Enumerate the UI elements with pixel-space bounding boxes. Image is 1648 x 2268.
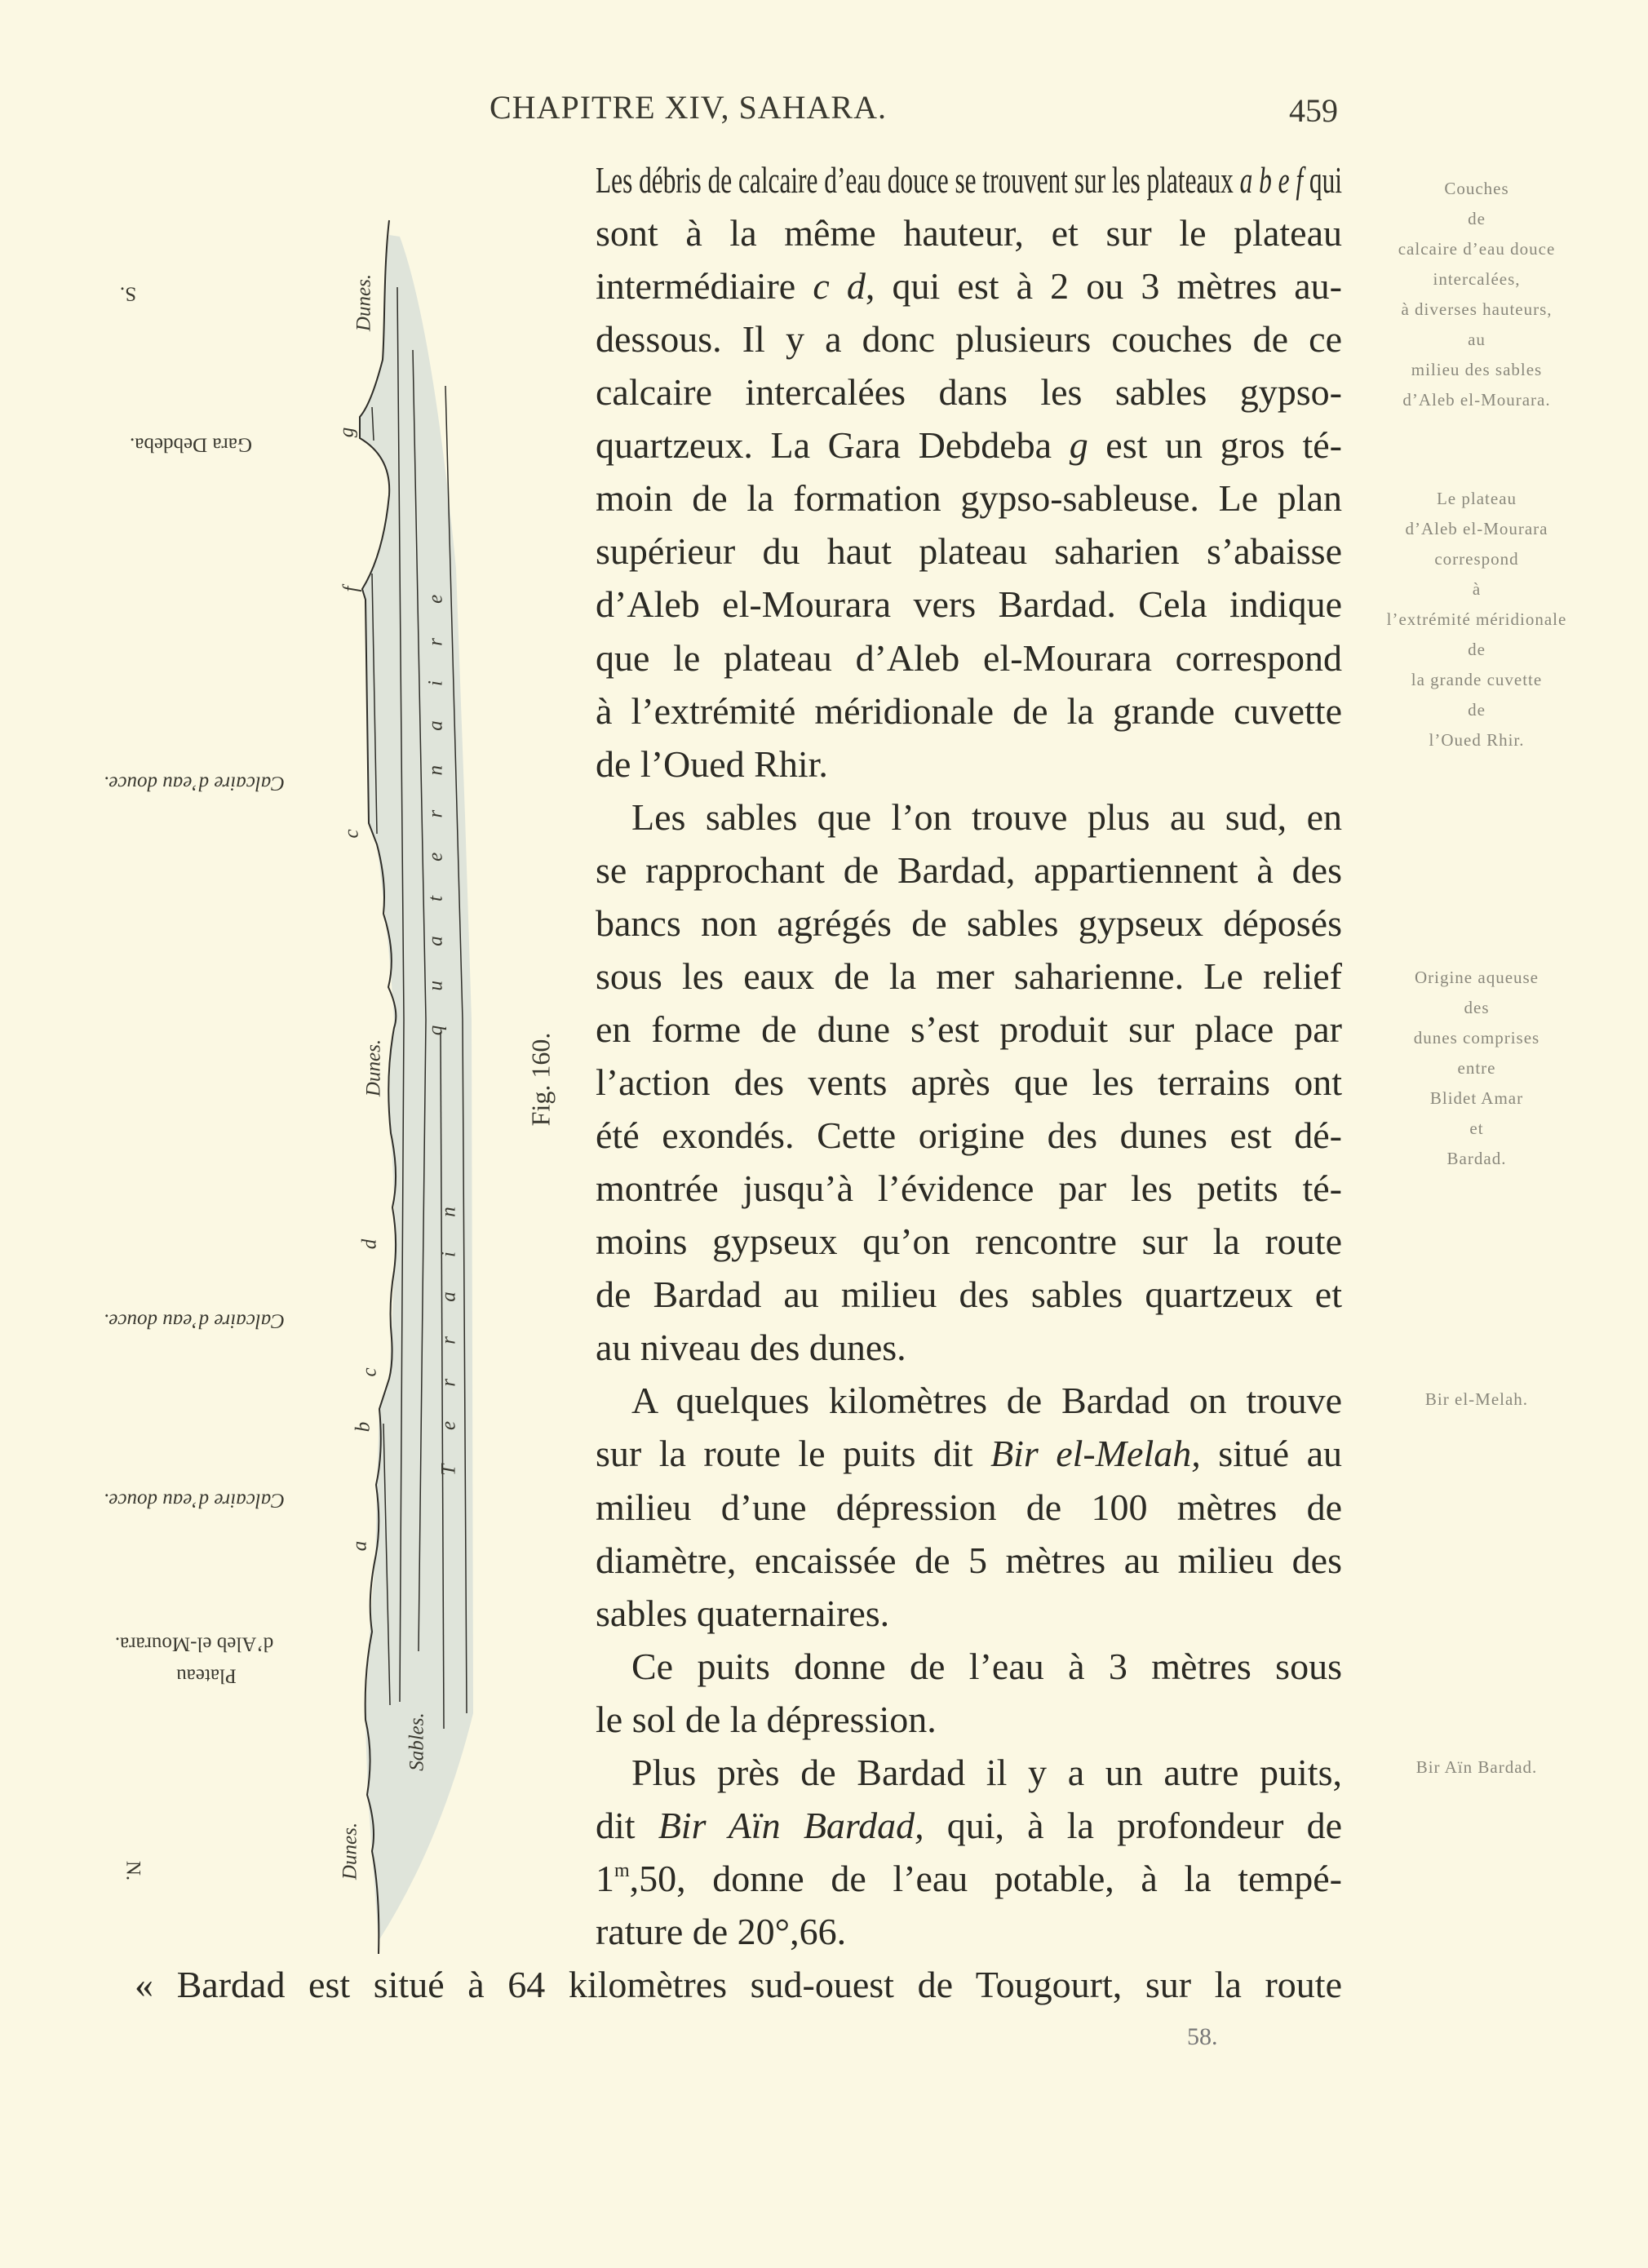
text-segment: calcaire intercalées dans les sables gypso- [596,371,1342,414]
text-line [596,1481,1342,1534]
margin-note-line: des [1464,998,1490,1017]
label-dunes-1: Dunes. [352,273,375,332]
text-segment: qui, à la profondeur de [924,1804,1342,1846]
page-number: 459 [1289,92,1338,129]
point-b: b [352,1421,374,1433]
margin-note [1379,484,1575,755]
margin-note-line: Origine aqueuse [1414,968,1539,987]
text-segment: de Bardad au milieu des sables quartzeux et [596,1274,1342,1316]
text-segment: situé au [1200,1433,1342,1475]
text-segment: bancs non agrégés de sables gypseux déposés [596,901,1342,944]
label-terrain: T e r r a i n [437,1192,460,1476]
margin-note [1379,174,1575,415]
figure-caption: Fig. 160. [525,1032,556,1127]
text-segment: quartzeux. La Gara Debdeba [596,424,1070,467]
margin-note [1379,1752,1575,1783]
label-dunes-3: Dunes. [339,1822,361,1880]
text-segment: de l’Oued Rhir. [596,742,828,785]
text-line [596,365,1342,419]
text-segment: sous les eaux de la mer saharienne. Le relief [596,955,1342,997]
text-line [596,1003,1342,1056]
margin-note-line: et [1469,1118,1484,1138]
margin-note-line: de [1468,209,1486,228]
text-line [596,1427,1342,1480]
text-segment: A quelques kilomètres de Bardad on trouve [631,1380,1342,1422]
text-line [596,419,1342,472]
margin-note-line: de [1468,640,1486,659]
text-line [596,1799,1342,1852]
margin-note-line: milieu des sables [1411,360,1543,379]
text-segment: sables quaternaires. [596,1592,890,1634]
margin-note-line: au [1468,330,1486,349]
text-segment: au niveau des dunes. [596,1327,906,1369]
text-segment: Ce puits donne de l’eau à 3 mètres sous [631,1645,1342,1687]
point-a: a [348,1540,371,1552]
text-line [596,1693,1342,1746]
margin-note-line: Le plateau [1436,489,1517,508]
label-calcaire-1: Calcaire d’eau douce. [104,772,285,795]
label-plateau: Plateau [176,1664,237,1687]
text-segment: intermédiaire [596,265,813,308]
text-line [596,206,1342,259]
label-dunes-2: Dunes. [362,1039,385,1097]
label-sables: Sables. [405,1712,428,1771]
text-segment: sont à la même hauteur, et sur le plateau [596,212,1342,255]
signature-mark: 58. [1187,2023,1218,2050]
text-segment: m [614,1859,630,1881]
text-line [596,153,1342,206]
text-line [596,1109,1342,1162]
point-f: f [339,586,362,592]
text-segment: le sol de la dépression. [596,1698,937,1740]
text-segment: Les sables que l’on trouve plus au sud, en [631,795,1342,838]
text-line [596,950,1342,1003]
margin-note-line: à diverses hauteurs, [1401,299,1553,319]
text-line [596,1905,1342,1958]
text-segment: été exondés. Cette origine des dunes est dé- [596,1114,1342,1157]
italic-text: a b e f [1239,159,1304,201]
margin-note-line: de [1468,700,1486,720]
margin-note-line: Blidet Amar [1429,1088,1524,1108]
text-segment: , qui est à 2 ou 3 mètres au- [865,265,1342,308]
text-line [596,1587,1342,1640]
point-g: g [335,427,358,438]
text-segment: que le plateau d’Aleb el-Mourara correspond [596,636,1342,679]
text-segment: Plus près de Bardad il y a un autre puits, [631,1751,1342,1793]
point-c-lower: c [358,1367,381,1377]
text-line [596,1162,1342,1215]
text-line [631,1374,1342,1427]
text-segment: moins gypseux qu’on rencontre sur la route [596,1220,1342,1263]
text-line [596,844,1342,897]
margin-note-line: Bir el-Melah. [1424,1389,1529,1409]
text-line [596,897,1342,950]
text-segment: l’action des vents après que les terrains ont [596,1061,1342,1104]
text-segment: en forme de dune s’est produit sur place par [596,1008,1342,1050]
text-segment: moin de la formation gypso-sableuse. Le plan [596,477,1342,520]
margin-note-line: d’Aleb el-Mourara [1405,519,1548,538]
margin-note-line: intercalées, [1433,269,1521,289]
margin-note-line: Bardad. [1446,1149,1507,1168]
text-line [596,1268,1342,1321]
margin-note-line: correspond [1434,549,1519,569]
margin-note-line: Couches [1444,179,1509,198]
text-line [631,1746,1342,1799]
margin-note [1379,963,1575,1174]
text-line [596,631,1342,684]
label-calcaire-2: Calcaire d’eau douce. [104,1309,285,1332]
text-segment: 1 [596,1857,614,1899]
text-segment: montrée jusqu’à l’évidence par les petits té- [596,1167,1342,1210]
text-line [631,1640,1342,1693]
label-south: S. [119,282,137,305]
running-header-title: CHAPITRE XIV, SAHARA. [490,89,887,126]
text-line [596,1534,1342,1587]
text-line [596,259,1342,312]
margin-note-line: entre [1457,1058,1496,1078]
text-line [596,472,1342,525]
text-segment: se rapprochant de Bardad, appartiennent à des [596,848,1342,891]
margin-note-line: la grande cuvette [1411,670,1543,689]
margin-note-line: d’Aleb el-Mourara. [1402,390,1551,410]
text-line [596,578,1342,631]
point-c-upper: c [340,829,363,839]
text-line [596,738,1342,791]
italic-text: c d [813,265,866,308]
text-line [596,525,1342,578]
margin-note-line: l’extrémité méridionale [1386,609,1567,629]
label-quaternaire: q u a t e r n a i r e [424,579,447,1036]
margin-note-line: calcaire d’eau douce [1398,239,1556,259]
margin-note [1379,1384,1575,1415]
italic-text: g [1069,424,1088,467]
margin-note-line: à [1472,579,1482,599]
text-segment: Les débris de calcaire d’eau douce se trouvent sur les plateaux [596,159,1240,201]
text-segment: dessous. Il y a donc plusieurs couches de ce [596,318,1342,361]
text-line [596,684,1342,738]
text-line [596,1852,1342,1905]
italic-text: Bir el-Melah, [990,1433,1201,1475]
text-segment: diamètre, encaissée de 5 mètres au milieu des [596,1539,1342,1581]
figure-160-geological-section [0,0,587,1999]
text-line [596,1321,1342,1374]
label-north: N. [122,1860,144,1881]
text-segment: est un gros té- [1088,424,1342,467]
text-segment: milieu d’une dépression de 100 mètres de [596,1486,1342,1528]
text-line [596,1215,1342,1268]
text-segment: rature de 20°,66. [596,1910,847,1952]
text-segment: « Bardad est situé à 64 kilomètres sud-ouest de Tougourt, sur la route [135,1964,1342,2006]
text-segment: ,50, donne de l’eau potable, à la tempé- [629,1857,1342,1899]
text-segment: dit [596,1804,658,1846]
text-line [596,1056,1342,1109]
text-segment: sur la route le puits dit [596,1433,990,1475]
text-line [631,791,1342,844]
text-segment: qui [1303,159,1342,201]
margin-note-line: l’Oued Rhir. [1429,730,1525,750]
italic-text: Bir Aïn Bardad, [658,1804,924,1846]
margin-note-line: dunes comprises [1413,1028,1540,1048]
label-calcaire-3: Calcaire d’eau douce. [104,1489,285,1512]
text-line [596,312,1342,365]
text-segment: à l’extrémité méridionale de la grande cuvette [596,689,1342,732]
margin-note-line: Bir Aïn Bardad. [1415,1757,1538,1777]
label-gara-debdeba: Gara Debdeba. [130,433,252,456]
text-segment: d’Aleb el-Mourara vers Bardad. Cela indique [596,583,1342,626]
point-d: d [358,1238,381,1250]
text-segment: supérieur du haut plateau saharien s’abaisse [596,530,1342,573]
label-plateau-aleb: d’Aleb el-Mourara. [114,1632,274,1655]
